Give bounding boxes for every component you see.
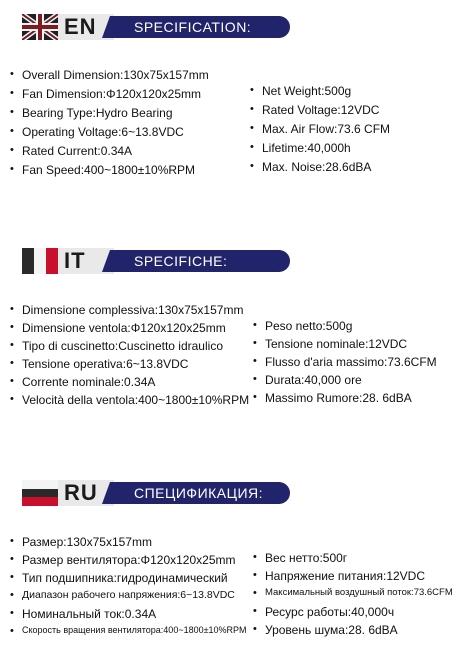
spec-item: • Размер:130x75x157mm xyxy=(10,535,247,553)
spec-item: • Dimensione complessiva:130x75x157mm xyxy=(10,303,249,321)
spec-list-en-right xyxy=(250,84,390,179)
spec-item: • Max. Air Flow:73.6 CFM xyxy=(250,122,390,141)
spec-item: • Скорость вращения вентилятора:400~1800±10%RPM xyxy=(10,625,247,643)
language-code-en: EN xyxy=(58,14,114,40)
spec-item: • Massimo Rumore:28. 6dBA xyxy=(253,391,437,409)
spec-item: • Rated Current:0.34A xyxy=(10,144,209,163)
spec-list-en-left xyxy=(10,68,209,182)
spec-item: • Flusso d'aria massimo:73.6CFM xyxy=(253,355,437,373)
spec-item: • Напряжение питания:12VDC xyxy=(253,569,453,587)
spec-list-it-right xyxy=(253,319,437,409)
italy-flag-icon xyxy=(22,248,58,274)
spec-item: • Max. Noise:28.6dBA xyxy=(250,160,390,179)
spec-item: • Operating Voltage:6~13.8VDC xyxy=(10,125,209,144)
spec-item: • Уровень шума:28. 6dBA xyxy=(253,623,453,641)
spec-item: • Ресурс работы:40,000ч xyxy=(253,605,453,623)
spec-item: • Fan Dimension:Φ120x120x25mm xyxy=(10,87,209,106)
section-title-en: SPECIFICATION: xyxy=(114,16,290,38)
spec-item: • Net Weight:500g xyxy=(250,84,390,103)
spec-item: • Lifetime:40,000h xyxy=(250,141,390,160)
spec-item: • Velocità della ventola:400~1800±10%RPM xyxy=(10,393,249,411)
spec-item: • Тип подшипника:гидродинамический xyxy=(10,571,247,589)
uk-flag-icon xyxy=(22,14,58,40)
spec-item: • Tensione operativa:6~13.8VDC xyxy=(10,357,249,375)
spec-item: • Размер вентилятора:Φ120x120x25mm xyxy=(10,553,247,571)
section-title-ru: СПЕЦИФИКАЦИЯ: xyxy=(114,482,290,504)
spec-item: • Peso netto:500g xyxy=(253,319,437,337)
spec-item: • Dimensione ventola:Φ120x120x25mm xyxy=(10,321,249,339)
spec-item: • Rated Voltage:12VDC xyxy=(250,103,390,122)
spec-item: • Максимальный воздушный поток:73.6CFM xyxy=(253,587,453,605)
spec-item: • Tensione nominale:12VDC xyxy=(253,337,437,355)
spec-list-ru-left xyxy=(10,535,247,643)
russia-flag-icon xyxy=(22,480,58,506)
spec-item: • Durata:40,000 ore xyxy=(253,373,437,391)
spec-item: • Диапазон рабочего напряжения:6~13.8VDC xyxy=(10,589,247,607)
spec-item: • Fan Speed:400~1800±10%RPM xyxy=(10,163,209,182)
spec-item: • Вес нетто:500г xyxy=(253,551,453,569)
section-title-it: SPECIFICHE: xyxy=(114,250,290,272)
language-code-it: IT xyxy=(58,248,114,274)
spec-item: • Overall Dimension:130x75x157mm xyxy=(10,68,209,87)
language-code-ru: RU xyxy=(58,480,114,506)
spec-item: • Bearing Type:Hydro Bearing xyxy=(10,106,209,125)
spec-item: • Номинальный ток:0.34A xyxy=(10,607,247,625)
spec-item: • Corrente nominale:0.34A xyxy=(10,375,249,393)
spec-list-ru-right xyxy=(253,551,453,641)
spec-item: • Tipo di cuscinetto:Cuscinetto idraulico xyxy=(10,339,249,357)
spec-list-it-left xyxy=(10,303,249,411)
